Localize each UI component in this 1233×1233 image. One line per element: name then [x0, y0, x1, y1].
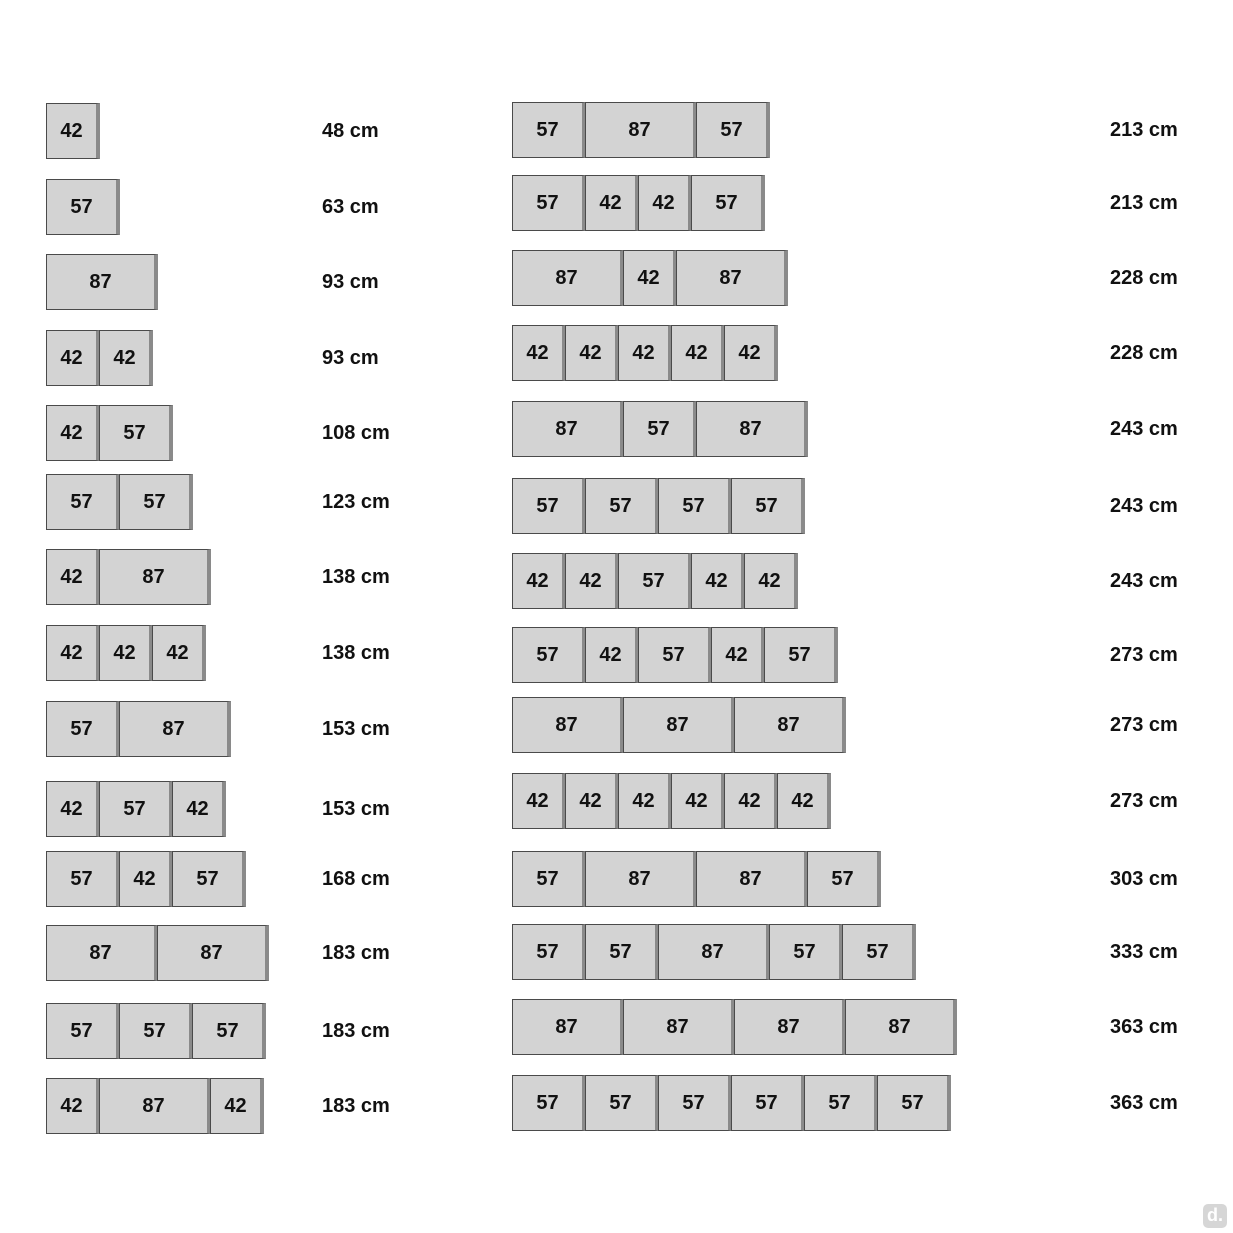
configuration-row [46, 1003, 265, 1059]
configuration-row [46, 781, 225, 837]
module-57: 57 [877, 1075, 951, 1131]
configuration-row [512, 175, 764, 231]
configuration-row [512, 478, 804, 534]
total-width-label: 363 cm [1110, 1016, 1178, 1038]
module-42: 42 [46, 625, 100, 681]
module-57: 57 [99, 781, 173, 837]
module-87: 87 [157, 925, 269, 981]
module-42: 42 [618, 325, 672, 381]
module-57: 57 [46, 1003, 120, 1059]
module-42: 42 [210, 1078, 264, 1134]
module-87: 87 [99, 1078, 211, 1134]
configuration-row [46, 1078, 263, 1134]
total-width-label: 243 cm [1110, 495, 1178, 517]
module-87: 87 [119, 701, 231, 757]
configuration-row [512, 553, 797, 609]
module-87: 87 [658, 924, 770, 980]
module-42: 42 [172, 781, 226, 837]
module-57: 57 [658, 1075, 732, 1131]
configuration-row [46, 625, 205, 681]
module-57: 57 [46, 474, 120, 530]
module-57: 57 [512, 851, 586, 907]
module-57: 57 [764, 627, 838, 683]
module-57: 57 [46, 701, 120, 757]
module-87: 87 [512, 401, 624, 457]
configuration-row [46, 330, 152, 386]
module-57: 57 [769, 924, 843, 980]
module-57: 57 [192, 1003, 266, 1059]
module-87: 87 [99, 549, 211, 605]
module-42: 42 [46, 330, 100, 386]
total-width-label: 108 cm [322, 422, 390, 444]
configuration-row [46, 254, 157, 310]
module-57: 57 [119, 474, 193, 530]
module-42: 42 [671, 325, 725, 381]
module-87: 87 [46, 254, 158, 310]
configuration-row [512, 401, 807, 457]
module-57: 57 [585, 478, 659, 534]
module-87: 87 [845, 999, 957, 1055]
module-42: 42 [585, 175, 639, 231]
module-57: 57 [804, 1075, 878, 1131]
configuration-row [46, 474, 192, 530]
total-width-label: 183 cm [322, 1095, 390, 1117]
configuration-row [46, 851, 245, 907]
module-57: 57 [691, 175, 765, 231]
module-87: 87 [676, 250, 788, 306]
module-42: 42 [565, 773, 619, 829]
configuration-row [512, 999, 956, 1055]
module-57: 57 [585, 924, 659, 980]
configuration-row [512, 325, 777, 381]
module-57: 57 [512, 627, 586, 683]
module-57: 57 [512, 478, 586, 534]
configuration-row [512, 250, 787, 306]
module-87: 87 [696, 401, 808, 457]
module-87: 87 [585, 851, 697, 907]
module-42: 42 [512, 325, 566, 381]
module-57: 57 [638, 627, 712, 683]
module-57: 57 [512, 175, 586, 231]
total-width-label: 138 cm [322, 642, 390, 664]
total-width-label: 228 cm [1110, 342, 1178, 364]
module-57: 57 [585, 1075, 659, 1131]
configuration-row [46, 549, 210, 605]
module-42: 42 [638, 175, 692, 231]
module-57: 57 [731, 478, 805, 534]
module-42: 42 [565, 325, 619, 381]
module-42: 42 [512, 773, 566, 829]
configuration-row [512, 773, 830, 829]
configuration-row [46, 701, 230, 757]
module-87: 87 [512, 999, 624, 1055]
total-width-label: 183 cm [322, 1020, 390, 1042]
module-57: 57 [623, 401, 697, 457]
module-42: 42 [99, 330, 153, 386]
total-width-label: 303 cm [1110, 868, 1178, 890]
module-87: 87 [696, 851, 808, 907]
module-57: 57 [99, 405, 173, 461]
configuration-row [512, 697, 845, 753]
module-42: 42 [46, 405, 100, 461]
configuration-row [46, 925, 268, 981]
module-87: 87 [734, 697, 846, 753]
total-width-label: 213 cm [1110, 192, 1178, 214]
module-42: 42 [671, 773, 725, 829]
module-42: 42 [512, 553, 566, 609]
module-57: 57 [618, 553, 692, 609]
total-width-label: 273 cm [1110, 714, 1178, 736]
module-87: 87 [512, 697, 624, 753]
module-57: 57 [119, 1003, 193, 1059]
total-width-label: 93 cm [322, 347, 379, 369]
total-width-label: 363 cm [1110, 1092, 1178, 1114]
module-42: 42 [565, 553, 619, 609]
module-42: 42 [691, 553, 745, 609]
module-57: 57 [46, 179, 120, 235]
configuration-row [46, 179, 119, 235]
module-42: 42 [724, 325, 778, 381]
module-57: 57 [731, 1075, 805, 1131]
total-width-label: 93 cm [322, 271, 379, 293]
total-width-label: 273 cm [1110, 790, 1178, 812]
module-42: 42 [99, 625, 153, 681]
total-width-label: 243 cm [1110, 570, 1178, 592]
module-57: 57 [46, 851, 120, 907]
total-width-label: 333 cm [1110, 941, 1178, 963]
module-42: 42 [46, 549, 100, 605]
module-57: 57 [512, 924, 586, 980]
configuration-row [512, 1075, 950, 1131]
module-42: 42 [777, 773, 831, 829]
module-87: 87 [623, 999, 735, 1055]
total-width-label: 48 cm [322, 120, 379, 142]
module-42: 42 [152, 625, 206, 681]
module-57: 57 [807, 851, 881, 907]
total-width-label: 168 cm [322, 868, 390, 890]
module-87: 87 [585, 102, 697, 158]
total-width-label: 243 cm [1110, 418, 1178, 440]
module-57: 57 [172, 851, 246, 907]
module-42: 42 [119, 851, 173, 907]
module-57: 57 [512, 1075, 586, 1131]
module-87: 87 [623, 697, 735, 753]
module-42: 42 [618, 773, 672, 829]
module-57: 57 [696, 102, 770, 158]
module-42: 42 [724, 773, 778, 829]
module-42: 42 [46, 1078, 100, 1134]
module-87: 87 [512, 250, 624, 306]
total-width-label: 213 cm [1110, 119, 1178, 141]
total-width-label: 138 cm [322, 566, 390, 588]
total-width-label: 228 cm [1110, 267, 1178, 289]
configuration-row [512, 627, 837, 683]
total-width-label: 123 cm [322, 491, 390, 513]
module-42: 42 [585, 627, 639, 683]
configuration-row [512, 102, 769, 158]
total-width-label: 153 cm [322, 798, 390, 820]
total-width-label: 63 cm [322, 196, 379, 218]
configuration-row [512, 851, 880, 907]
total-width-label: 153 cm [322, 718, 390, 740]
module-57: 57 [842, 924, 916, 980]
configuration-row [512, 924, 915, 980]
total-width-label: 273 cm [1110, 644, 1178, 666]
module-42: 42 [711, 627, 765, 683]
configuration-row [46, 405, 172, 461]
module-57: 57 [512, 102, 586, 158]
module-42: 42 [623, 250, 677, 306]
module-42: 42 [744, 553, 798, 609]
total-width-label: 183 cm [322, 942, 390, 964]
module-42: 42 [46, 103, 100, 159]
configuration-row [46, 103, 99, 159]
module-87: 87 [46, 925, 158, 981]
module-42: 42 [46, 781, 100, 837]
module-57: 57 [658, 478, 732, 534]
watermark-logo: d. [1203, 1204, 1227, 1228]
module-87: 87 [734, 999, 846, 1055]
